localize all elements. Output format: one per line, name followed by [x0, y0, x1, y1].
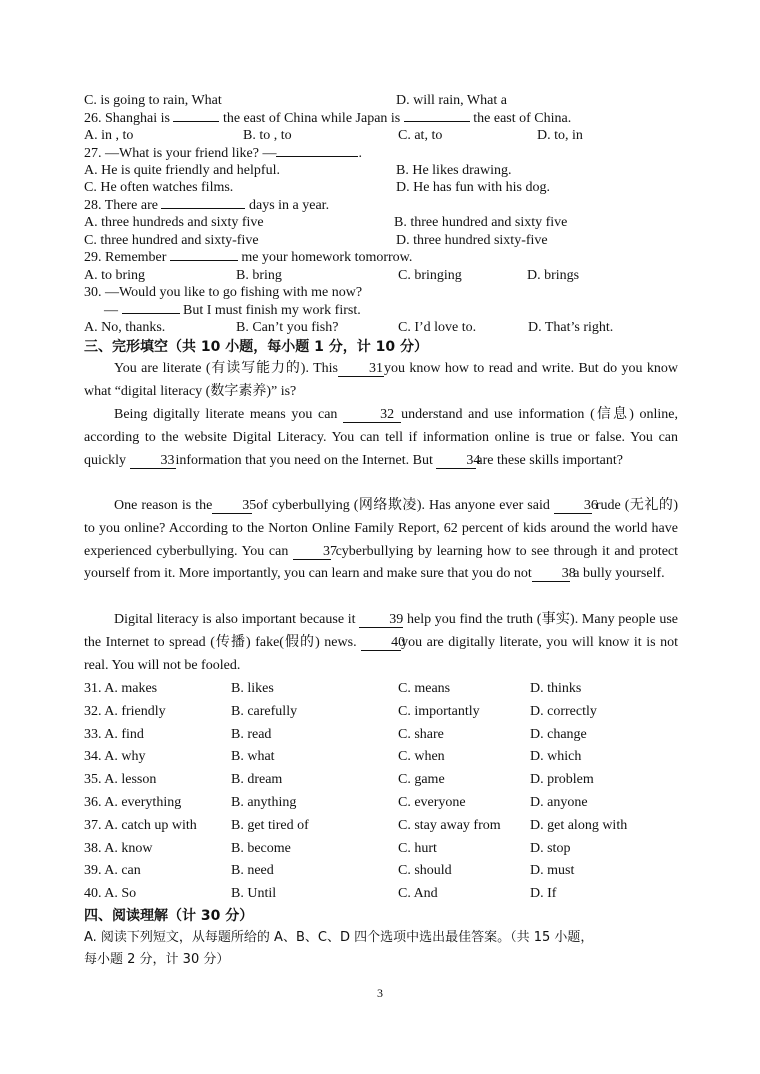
passage-text: understand and use information (信息) online, according to the website Digital Literacy. You can tell if information online is true or false. You can quickly — [84, 407, 679, 468]
cloze-option-a: 38. A. know — [84, 840, 153, 856]
cloze-option-d: D. If — [530, 886, 557, 902]
cloze-blank: 37 — [293, 544, 331, 560]
cloze-blank: 34 — [436, 453, 476, 469]
passage-text: One reason is the — [114, 498, 213, 513]
cloze-option-b: B. become — [231, 840, 291, 856]
option-a: A. No, thanks. — [84, 320, 166, 335]
cloze-option-b: B. need — [231, 863, 274, 879]
answer-blank — [170, 260, 238, 261]
section-instruction: A. 阅读下列短文，从每题所给的 A、B、C、D 四个选项中选出最佳答案。（共 15 小题， — [84, 930, 594, 945]
cloze-option-c: C. share — [398, 726, 444, 742]
question-29 — [84, 249, 412, 266]
cloze-option-b: B. get tired of — [231, 817, 309, 833]
question-text: But I must finish my work first. — [183, 303, 361, 318]
question-text: 29. Remember — [84, 250, 167, 265]
cloze-option-b: B. anything — [231, 795, 297, 810]
question-text: . — [358, 146, 362, 161]
cloze-option-b: B. what — [231, 749, 275, 765]
cloze-blank: 38 — [532, 566, 570, 582]
cloze-option-d: D. which — [530, 749, 582, 765]
cloze-option-c: C. should — [398, 863, 452, 879]
question-text: days in a year. — [248, 198, 330, 213]
cloze-option-d: D. get along with — [530, 817, 628, 833]
passage-text: information that you need on the Internet. But — [175, 452, 433, 468]
option-c: C. He often watches films. — [84, 180, 234, 195]
cloze-option-d: D. correctly — [530, 703, 597, 719]
page-number: 3 — [377, 986, 383, 1000]
cloze-blank: 36 — [554, 498, 592, 514]
cloze-option-b: B. dream — [231, 772, 283, 788]
cloze-option-a: 34. A. why — [84, 749, 146, 765]
cloze-blank: 32 — [343, 407, 401, 423]
question-text: 28. There are — [84, 198, 158, 213]
passage-paragraph-3 — [84, 495, 678, 586]
option-d: D. That’s right. — [528, 320, 614, 335]
question-text: 27. —What is your friend like? — — [84, 146, 277, 161]
option-d: D. to, in — [537, 128, 583, 143]
passage-text: help you find the truth (事实). Many people use the Internet to spread (传播) fake(假的) news. — [84, 612, 679, 650]
option-b: B. three hundred and sixty five — [394, 215, 568, 230]
cloze-blank: 39 — [359, 612, 403, 628]
question-text: 26. Shanghai is — [84, 111, 170, 126]
cloze-option-d: D. anyone — [530, 795, 588, 810]
cloze-option-d: D. change — [530, 726, 587, 742]
cloze-option-b: B. Until — [231, 886, 277, 902]
cloze-blank: 40 — [361, 635, 401, 651]
cloze-option-a: 33. A. find — [84, 726, 144, 742]
passage-text: rude (无礼的) to you online? According to the Norton Online Family Report, 62 percent of kids around the world have experienced cyberbullying. You can — [84, 498, 679, 559]
answer-blank — [404, 121, 470, 122]
passage-text: you know how to read and write. But do you know what “digital literacy (数字素养)” is? — [84, 361, 678, 399]
question-27 — [84, 145, 362, 162]
cloze-option-a: 36. A. everything — [84, 795, 182, 810]
passage-text: cyberbullying by learning how to see through it and protect yourself from it. More importantly, you can learn and make sure that you do not — [84, 543, 679, 582]
section-title: 三、完形填空（共 10 小题，每小题 1 分，计 10 分） — [84, 339, 428, 355]
passage-text: you are digitally literate, you will know it is not real. You will not be fooled. — [84, 634, 679, 673]
question-text: — — [104, 303, 118, 318]
cloze-option-d: D. problem — [530, 772, 594, 788]
option-d: D. brings — [527, 268, 580, 283]
cloze-option-b: B. carefully — [231, 703, 298, 719]
option-c: C. at, to — [398, 128, 443, 143]
question-30-reply — [104, 302, 361, 319]
question-26 — [84, 110, 571, 127]
option-b: B. to , to — [243, 128, 292, 143]
option-c: C. bringing — [398, 268, 462, 283]
answer-blank — [173, 121, 219, 122]
question-text: the east of China while Japan is — [222, 111, 401, 126]
passage-paragraph-2 — [84, 404, 678, 472]
cloze-option-c: C. hurt — [398, 840, 437, 856]
option-c: C. three hundred and sixty-five — [84, 233, 259, 248]
option-b: B. Can’t you fish? — [236, 320, 339, 335]
answer-blank — [161, 208, 245, 209]
cloze-option-a: 40. A. So — [84, 886, 137, 902]
option-d: D. three hundred sixty-five — [396, 233, 548, 248]
cloze-option-c: C. importantly — [398, 703, 480, 719]
option-a: A. three hundreds and sixty five — [84, 215, 264, 230]
cloze-option-d: D. thinks — [530, 681, 582, 696]
cloze-blank: 33 — [130, 453, 176, 469]
cloze-option-c: C. everyone — [398, 795, 466, 810]
question-30: 30. —Would you like to go fishing with me now? — [84, 285, 363, 300]
passage-text: a bully yourself. — [573, 566, 665, 582]
option-a: A. He is quite friendly and helpful. — [84, 163, 280, 178]
cloze-option-c: C. when — [398, 749, 445, 765]
cloze-option-a: 37. A. catch up with — [84, 817, 197, 833]
question-28 — [84, 197, 329, 214]
cloze-option-b: B. read — [231, 726, 272, 742]
cloze-option-b: B. likes — [231, 681, 274, 696]
cloze-option-a: 39. A. can — [84, 863, 141, 879]
cloze-option-a: 35. A. lesson — [84, 772, 157, 788]
cloze-option-c: C. means — [398, 681, 451, 696]
passage-paragraph-1 — [84, 358, 678, 404]
option-a: A. to bring — [84, 268, 146, 283]
option-c: C. I’d love to. — [398, 320, 477, 335]
passage-text: You are literate (有读写能力的). This — [114, 361, 338, 376]
cloze-option-a: 31. A. makes — [84, 681, 158, 696]
cloze-option-c: C. game — [398, 772, 445, 788]
answer-blank — [122, 313, 180, 314]
passage-text: Digital literacy is also important because it — [114, 612, 356, 627]
option-d: D. He has fun with his dog. — [396, 180, 550, 195]
question-text: me your homework tomorrow. — [241, 250, 413, 265]
passage-text: of cyberbullying (网络欺凌). Has anyone ever said — [256, 498, 550, 513]
cloze-blank: 35 — [212, 498, 252, 514]
section-instruction: 每小题 2 分，计 30 分） — [84, 952, 230, 967]
cloze-blank: 31 — [338, 361, 384, 377]
option-c: C. is going to rain, What — [84, 93, 222, 108]
cloze-option-a: 32. A. friendly — [84, 703, 166, 719]
section-title: 四、阅读理解（计 30 分） — [84, 908, 254, 924]
question-text: the east of China. — [473, 111, 572, 126]
cloze-option-d: D. stop — [530, 840, 571, 856]
passage-text: are these skills important? — [476, 452, 623, 468]
passage-text: Being digitally literate means you can — [114, 407, 338, 422]
option-a: A. in , to — [84, 128, 134, 143]
answer-blank — [276, 156, 358, 157]
cloze-option-c: C. stay away from — [398, 817, 501, 833]
option-d: D. will rain, What a — [396, 93, 507, 108]
cloze-option-c: C. And — [398, 886, 438, 902]
passage-paragraph-4 — [84, 609, 678, 677]
cloze-option-d: D. must — [530, 863, 575, 879]
option-b: B. bring — [236, 268, 282, 283]
option-b: B. He likes drawing. — [396, 163, 512, 178]
